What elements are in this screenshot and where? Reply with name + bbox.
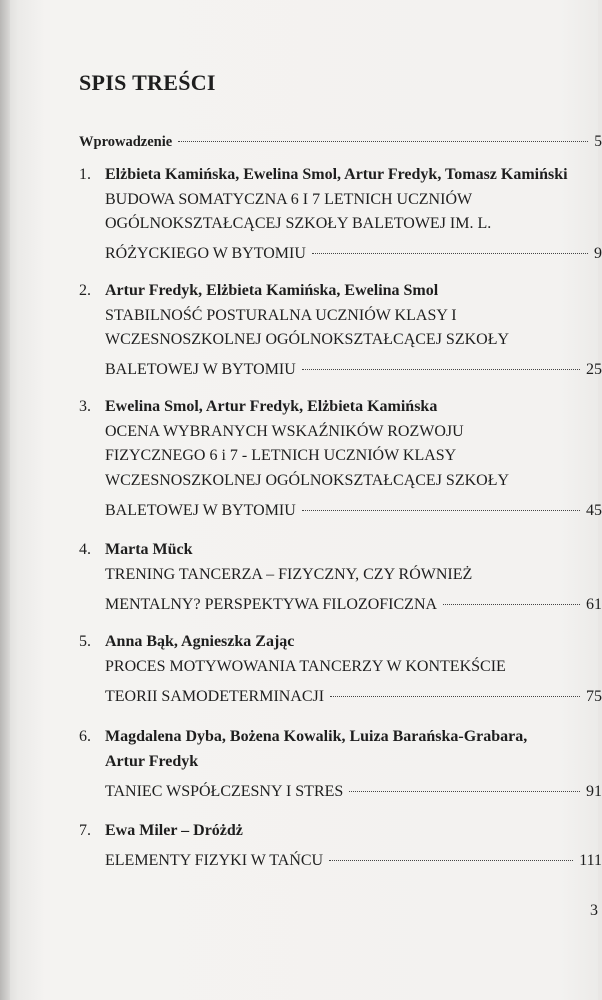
toc-page-number: 75 bbox=[586, 687, 602, 705]
leader-dots bbox=[302, 352, 580, 371]
entry-title-line: PROCES MOTYWOWANIA TANCERZY W KONTEKŚCIE bbox=[105, 657, 506, 675]
toc-page-number: 5 bbox=[594, 133, 602, 151]
leader-dots bbox=[349, 773, 580, 792]
entry-number: 4. bbox=[79, 541, 91, 558]
entry-title-line: TANIEC WSPÓŁCZESNY I STRES bbox=[105, 782, 344, 800]
entry-number: 2. bbox=[79, 282, 91, 299]
entry-title-line: BALETOWEJ W BYTOMIU bbox=[105, 361, 296, 379]
toc-entry-intro[interactable] bbox=[79, 128, 602, 151]
folio-page-number: 3 bbox=[590, 902, 598, 919]
toc-page-number: 111 bbox=[579, 852, 602, 870]
toc-entry-3[interactable] bbox=[79, 398, 602, 521]
entry-number: 5. bbox=[79, 633, 91, 650]
toc-entry-4[interactable] bbox=[79, 541, 602, 615]
toc-page-number: 25 bbox=[586, 361, 602, 379]
toc-entry-1[interactable] bbox=[79, 166, 602, 264]
toc-page-number: 45 bbox=[586, 501, 602, 519]
leader-dots bbox=[178, 124, 588, 142]
entry-authors: Ewa Miler – Dróżdż bbox=[105, 822, 243, 839]
entry-number: 1. bbox=[79, 166, 91, 183]
entry-title-line: TEORII SAMODETERMINACJI bbox=[105, 687, 325, 705]
entry-title-line: RÓŻYCKIEGO W BYTOMIU bbox=[105, 245, 306, 263]
entry-title-line: OCENA WYBRANYCH WSKAŹNIKÓW ROZWOJU bbox=[105, 422, 464, 440]
book-spine-shadow bbox=[0, 0, 10, 1000]
entry-authors: Elżbieta Kamińska, Ewelina Smol, Artur Fredyk, Tomasz Kamiński bbox=[105, 166, 568, 183]
toc-entry-5[interactable] bbox=[79, 633, 602, 707]
toc-intro-label: Wprowadzenie bbox=[79, 134, 173, 151]
leader-dots bbox=[302, 492, 580, 511]
entry-title-line: WCZESNOSZKOLNEJ OGÓLNOKSZTAŁCĄCEJ SZKOŁY bbox=[105, 471, 510, 489]
entry-title-line: WCZESNOSZKOLNEJ OGÓLNOKSZTAŁCĄCEJ SZKOŁY bbox=[105, 331, 510, 349]
toc-entry-2[interactable] bbox=[79, 282, 602, 380]
entry-title-line: TRENING TANCERZA – FIZYCZNY, CZY RÓWNIEŻ bbox=[105, 565, 473, 583]
entry-authors: Marta Mück bbox=[105, 541, 193, 558]
entry-title-line: BUDOWA SOMATYCZNA 6 I 7 LETNICH UCZNIÓW bbox=[105, 190, 473, 208]
toc-page-number: 9 bbox=[594, 245, 602, 263]
entry-number: 6. bbox=[79, 728, 91, 745]
entry-authors: Magdalena Dyba, Bożena Kowalik, Luiza Barańska-Grabara, bbox=[105, 728, 528, 745]
toc-entry-6[interactable] bbox=[79, 728, 602, 802]
entry-title-line: BALETOWEJ W BYTOMIU bbox=[105, 501, 296, 519]
leader-dots bbox=[443, 586, 580, 605]
entry-title-line: STABILNOŚĆ POSTURALNA UCZNIÓW KLASY I bbox=[105, 306, 457, 324]
entry-authors: Ewelina Smol, Artur Fredyk, Elżbieta Kamińska bbox=[105, 398, 438, 415]
toc-page-number: 91 bbox=[586, 782, 602, 800]
entry-title-line: MENTALNY? PERSPEKTYWA FILOZOFICZNA bbox=[105, 595, 438, 613]
toc-page-number: 61 bbox=[586, 595, 602, 613]
entry-authors: Anna Bąk, Agnieszka Zając bbox=[105, 633, 295, 650]
entry-authors: Artur Fredyk, Elżbieta Kamińska, Ewelina Smol bbox=[105, 282, 439, 299]
entry-title-line: ELEMENTY FIZYKI W TAŃCU bbox=[105, 852, 324, 870]
entry-number: 3. bbox=[79, 398, 91, 415]
leader-dots bbox=[329, 843, 573, 862]
entry-title-line: OGÓLNOKSZTAŁCĄCEJ SZKOŁY BALETOWEJ IM. L. bbox=[105, 215, 492, 233]
toc-entry-7[interactable] bbox=[79, 822, 602, 871]
leader-dots bbox=[312, 236, 588, 255]
entry-authors-continued: Artur Fredyk bbox=[105, 752, 199, 770]
entry-number: 7. bbox=[79, 822, 91, 839]
leader-dots bbox=[330, 678, 580, 697]
page-title: SPIS TREŚCI bbox=[79, 70, 216, 95]
entry-title-line: FIZYCZNEGO 6 i 7 - LETNICH UCZNIÓW KLASY bbox=[105, 447, 457, 465]
